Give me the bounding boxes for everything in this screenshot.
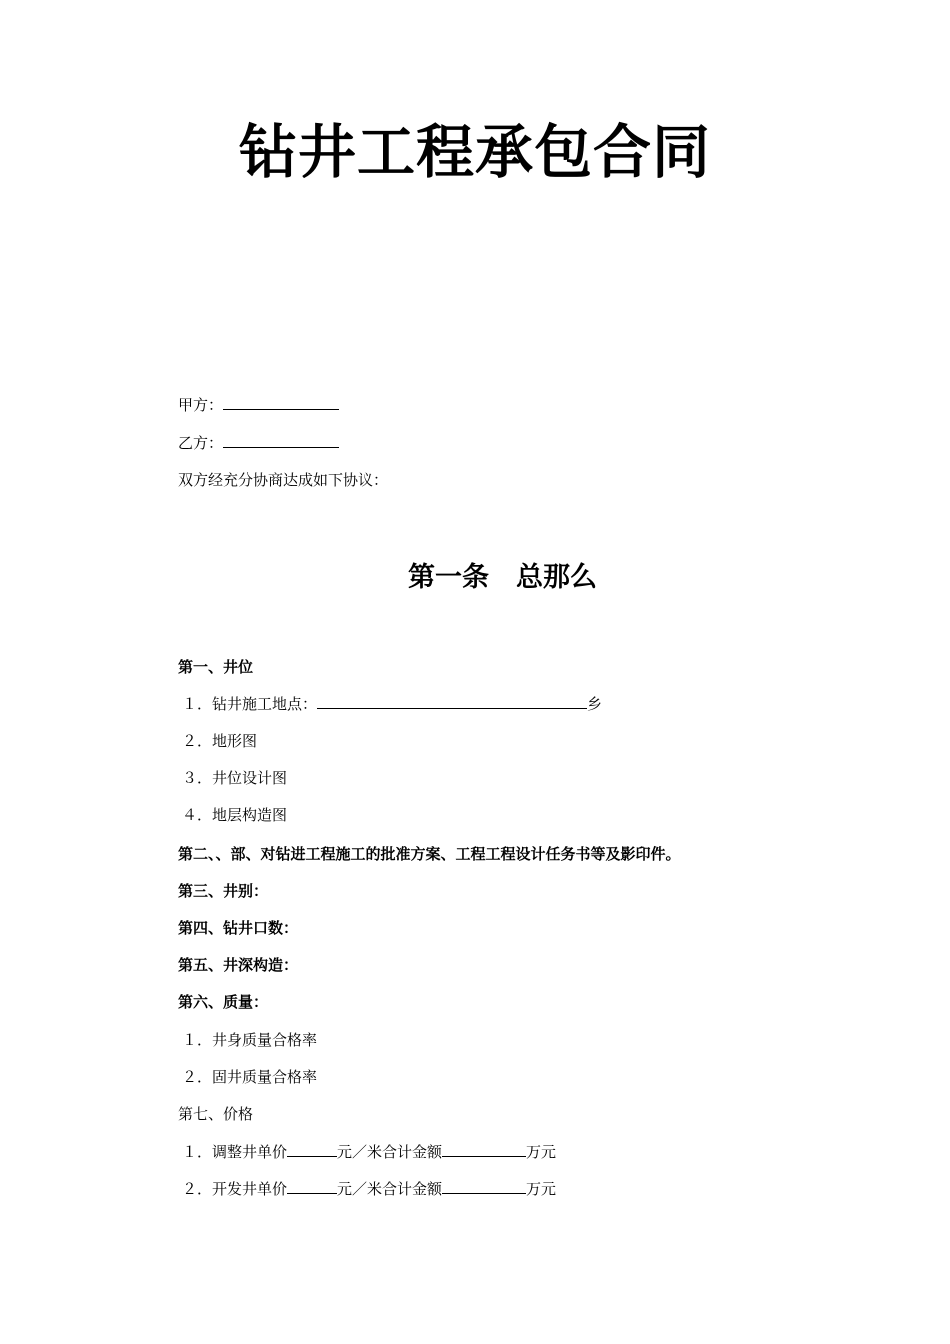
article-1-heading: 第一条 总那么: [408, 562, 597, 593]
total-amount-blank: [442, 1142, 526, 1157]
section-sixth: 第六、质量：: [178, 993, 269, 1011]
location-blank: [317, 694, 587, 709]
item-suffix: 乡: [587, 695, 603, 713]
party-a-label: 甲方：: [178, 396, 224, 414]
list-item: [178, 1142, 556, 1162]
section-third: 第三、井别：: [178, 882, 269, 900]
party-b-blank: [223, 433, 339, 448]
section-seventh: 第七、价格: [178, 1105, 254, 1123]
list-item: [178, 805, 287, 825]
item-number: ３．: [182, 769, 213, 787]
section-second: 第二、、部、对钻进工程施工的批准方案、工程工程设计任务书等及影印件。: [178, 845, 681, 863]
party-a-blank: [223, 395, 339, 410]
list-item: [178, 1067, 317, 1087]
item-number: ４．: [182, 806, 213, 824]
total-amount-blank: [442, 1179, 526, 1194]
document-title: 钻井工程承包合同: [238, 118, 711, 186]
section-fifth: 第五、井深构造：: [178, 956, 299, 974]
list-item: [178, 731, 257, 751]
list-item: [178, 1179, 556, 1199]
list-item: [178, 1030, 317, 1050]
party-b-line: [178, 433, 339, 453]
item-label: 井位设计图: [212, 769, 288, 787]
item-suffix: 万元: [526, 1143, 557, 1161]
item-number: ２．: [182, 1068, 213, 1086]
section-fourth: 第四、钻井口数：: [178, 919, 299, 937]
item-label: 固井质量合格率: [212, 1068, 318, 1086]
item-number: １．: [182, 1143, 213, 1161]
item-label: 开发井单价: [212, 1180, 288, 1198]
party-a-line: [178, 395, 339, 415]
list-item: [178, 768, 287, 788]
intro-text: 双方经充分协商达成如下协议：: [178, 471, 389, 489]
unit-price-blank: [287, 1142, 337, 1157]
party-b-label: 乙方：: [178, 434, 224, 452]
list-item: [178, 694, 602, 714]
item-label: 地形图: [212, 732, 258, 750]
item-number: １．: [182, 1031, 213, 1049]
item-label: 地层构造图: [212, 806, 288, 824]
item-label: 钻井施工地点：: [212, 695, 318, 713]
item-middle: 元／米合计金额: [337, 1180, 443, 1198]
section-well-position: 第一、井位: [178, 658, 254, 676]
item-number: １．: [182, 695, 213, 713]
item-label: 井身质量合格率: [212, 1031, 318, 1049]
item-middle: 元／米合计金额: [337, 1143, 443, 1161]
item-suffix: 万元: [526, 1180, 557, 1198]
item-number: ２．: [182, 1180, 213, 1198]
unit-price-blank: [287, 1179, 337, 1194]
item-label: 调整井单价: [212, 1143, 288, 1161]
item-number: ２．: [182, 732, 213, 750]
